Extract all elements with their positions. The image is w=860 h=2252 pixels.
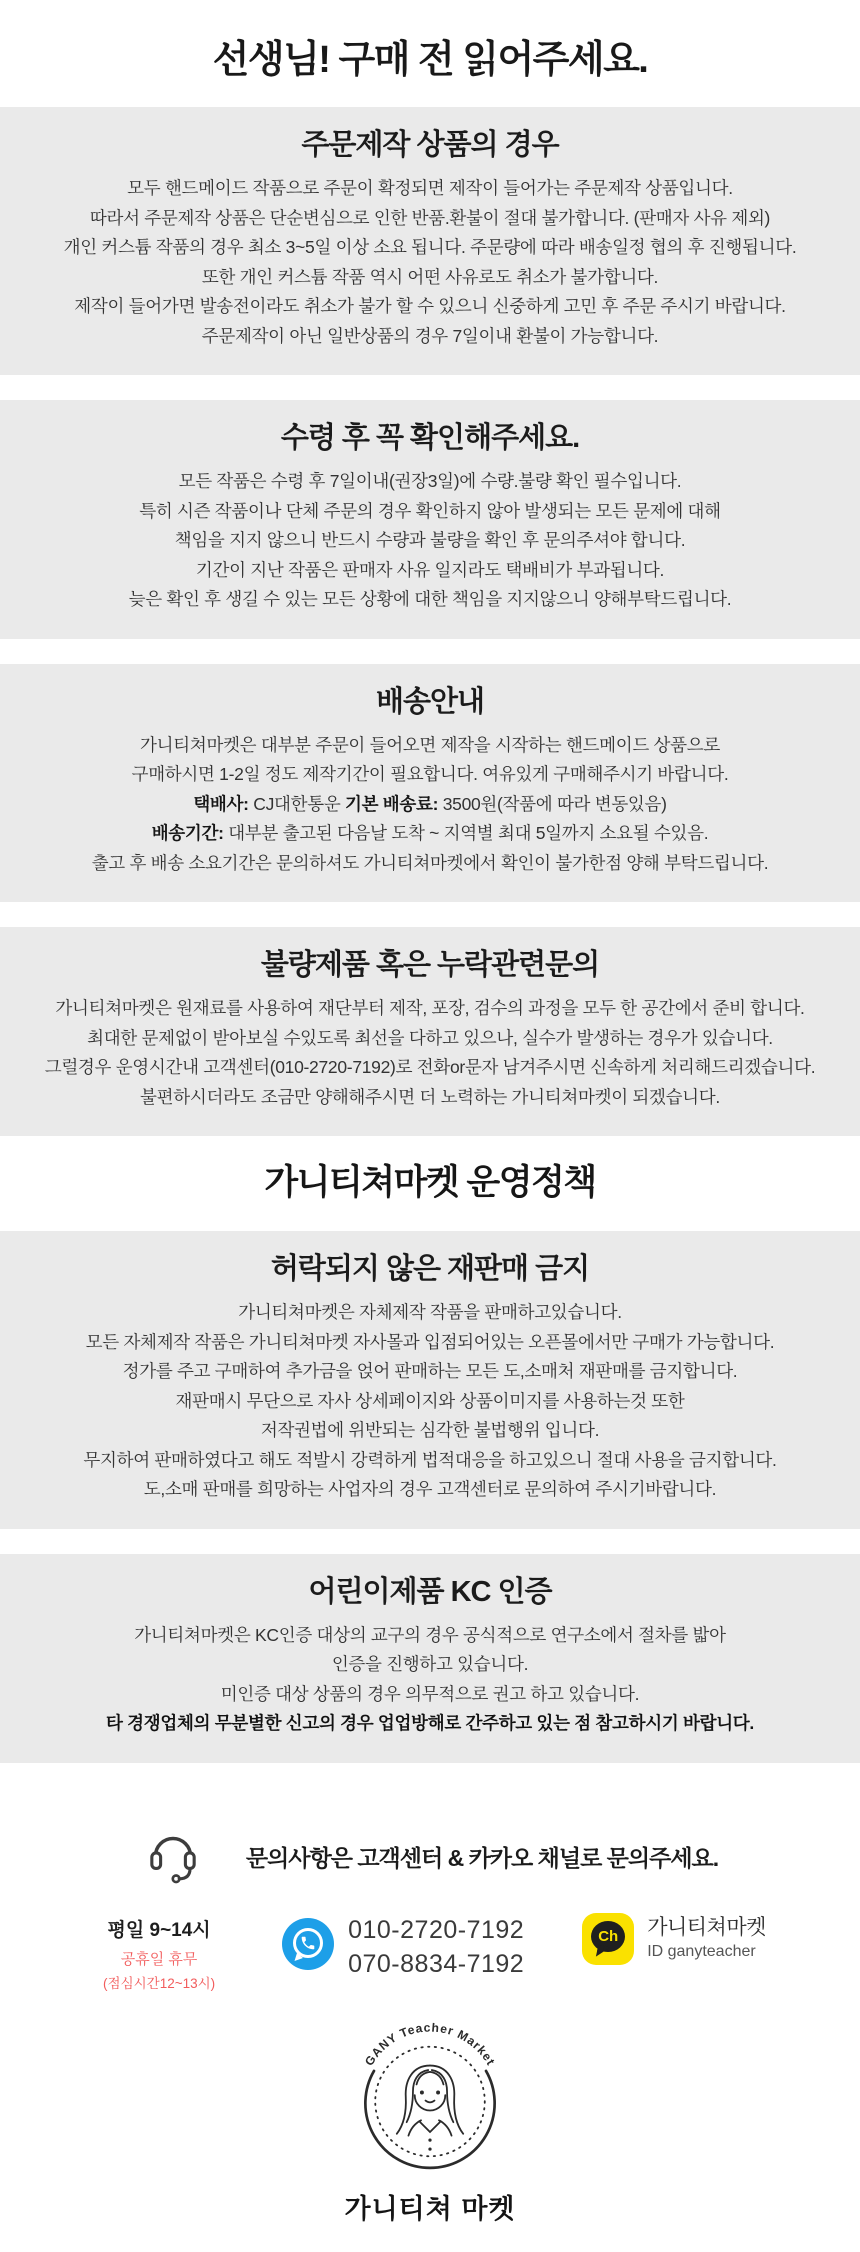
section-defect-inquiry: [0, 927, 860, 1136]
notice-line: 불편하시더라도 조금만 양해해주시면 더 노력하는 가니티쳐마켓이 되겠습니다.: [140, 1086, 720, 1107]
notice-line: 가니티쳐마켓은 원재료를 사용하여 재단부터 제작, 포장, 검수의 과정을 모두 한 공간에서 준비 합니다.: [55, 998, 805, 1018]
shipping-carrier-line: [24, 790, 836, 820]
contact-title: 문의사항은 고객센터 & 카카오 채널로 문의주세요.: [245, 1844, 719, 1871]
kakao-channel-name: 가니티쳐마켓: [647, 1915, 766, 1939]
lunch-break: (점심시간12~13시): [103, 1975, 216, 1991]
notice-line: 제작이 들어가면 발송전이라도 취소가 불가 할 수 있으니 신중하게 고민 후 주문 주시기 바랍니다.: [74, 296, 786, 316]
notice-line: 모든 자체제작 작품은 가니티쳐마켓 자사몰과 입점되어있는 오픈몰에서만 구매가 가능합니다.: [85, 1331, 775, 1352]
section-resale-prohibited: [0, 1231, 860, 1529]
notice-line: 저작권법에 위반되는 심각한 불법행위 입니다.: [260, 1420, 600, 1440]
notice-line: 재판매시 무단으로 자사 상세페이지와 상품이미지를 사용하는것 또한: [175, 1390, 685, 1411]
notice-line: 가니티쳐마켓은 자체제작 작품을 판매하고있습니다.: [238, 1302, 622, 1322]
headset-icon: [142, 1822, 204, 1891]
notice-line-bold: 타 경쟁업체의 무분별한 신고의 경우 업업방해로 간주하고 있는 점 참고하시기 바랍니다.: [106, 1713, 754, 1733]
phone-number-1: 010-2720-7192: [348, 1915, 525, 1944]
policy-title: 가니티쳐마켓 운영정책: [264, 1163, 596, 1202]
notice-line: 따라서 주문제작 상품은 단순변심으로 인한 반품.환불이 절대 불가합니다. (판매자 사유 제외): [89, 207, 771, 228]
notice-line: 출고 후 배송 소요기간은 문의하셔도 가니티쳐마켓에서 확인이 불가한점 양해 부탁드립니다.: [91, 852, 769, 873]
brand-name: 가니티쳐 마켓: [344, 2193, 516, 2224]
section-heading: 배송안내: [375, 685, 485, 718]
carrier-value: CJ대한통운: [248, 793, 346, 814]
kakao-ch-bubble: Ch: [591, 1921, 625, 1952]
brand-logo-block: [0, 2018, 860, 2252]
kakao-contact: [582, 1913, 766, 1965]
holiday-closed: 공휴일 휴무: [120, 1950, 198, 1968]
notice-line: 가니티쳐마켓은 KC인증 대상의 교구의 경우 공식적으로 연구소에서 절차를 밟아: [134, 1624, 726, 1645]
woman-illustration: [397, 2065, 463, 2150]
section-heading: 불량제품 혹은 누락관련문의: [260, 949, 600, 981]
section-kc-certification: [0, 1554, 860, 1763]
section-custom-order: [0, 107, 860, 375]
svg-text:GANY Teacher Market: [362, 2020, 498, 2068]
notice-line: 책임을 지지 않으니 반드시 수량과 불량을 확인 후 문의주셔야 합니다.: [174, 530, 686, 550]
notice-line: 무지하여 판매하였다고 해도 적발시 강력하게 법적대응을 하고있으니 절대 사용을 금지합니다.: [83, 1449, 777, 1470]
section-heading: 어린이제품 KC 인증: [308, 1575, 552, 1608]
notice-line: 주문제작이 아닌 일반상품의 경우 7일이내 환불이 가능합니다.: [201, 325, 659, 346]
section-heading: 허락되지 않은 재판매 금지: [270, 1253, 590, 1285]
notice-line: 인증을 진행하고 있습니다.: [331, 1654, 529, 1674]
notice-line: 모두 핸드메이드 작품으로 주문이 확정되면 제작이 들어가는 주문제작 상품입니다.: [127, 178, 733, 198]
notice-line: 미인증 대상 상품의 경우 의무적으로 권고 하고 있습니다.: [220, 1683, 640, 1704]
notice-line: 기간이 지난 작품은 판매자 사유 일지라도 택배비가 부과됩니다.: [195, 559, 665, 580]
brand-arc-text: GANY Teacher Market: [361, 2019, 499, 2068]
kakao-channel-id: ID ganyteacher: [647, 1942, 756, 1960]
weekday-hours: 평일 9~14시: [107, 1919, 211, 1941]
section-heading: 수령 후 꼭 확인해주세요.: [280, 422, 580, 454]
shipping-period-line: [24, 819, 836, 849]
section-check-after-receipt: [0, 400, 860, 639]
notice-line: 특히 시즌 작품이나 단체 주문의 경우 확인하지 않아 발생되는 모든 문제에 대해: [139, 500, 721, 521]
fee-value: 3500원(작품에 따라 변동있음): [438, 793, 667, 814]
phone-contact: [282, 1913, 524, 1981]
section-shipping-info: [0, 664, 860, 903]
period-label: 배송기간:: [151, 823, 224, 843]
notice-line: 늦은 확인 후 생길 수 있는 모든 상황에 대한 책임을 지지않으니 양해부탁드립니다.: [128, 589, 732, 609]
phone-number-2: 070-8834-7192: [348, 1949, 525, 1978]
notice-line: 최대한 문제없이 받아보실 수있도록 최선을 다하고 있으나, 실수가 발생하는 경우가 있습니다.: [87, 1027, 773, 1048]
phone-icon: [282, 1918, 334, 1975]
notice-line: 또한 개인 커스튬 작품 역시 어떤 사유로도 취소가 불가합니다.: [201, 266, 659, 287]
notice-line: 가니티쳐마켓은 대부분 주문이 들어오면 제작을 시작하는 핸드메이드 상품으로: [140, 734, 720, 755]
brand-stamp-logo: [349, 2019, 511, 2180]
notice-line: 모든 작품은 수령 후 7일이내(권장3일)에 수량.불량 확인 필수입니다.: [178, 471, 682, 491]
carrier-label: 택배사:: [193, 793, 249, 814]
kakao-channel-icon: [582, 1913, 634, 1965]
period-value: 대부분 출고된 다음날 도착 ~ 지역별 최대 5일까지 소요될 수있음.: [223, 823, 709, 843]
notice-line: 정가를 주고 구매하여 추가금을 얹어 판매하는 모든 도,소매처 재판매를 금지합니다.: [122, 1361, 738, 1381]
notice-line: 구매하시면 1-2일 정도 제작기간이 필요합니다. 여유있게 구매해주시기 바랍니다.: [131, 764, 729, 784]
business-hours: [94, 1913, 224, 1992]
notice-line: 개인 커스튬 작품의 경우 최소 3~5일 이상 소요 됩니다. 주문량에 따라 배송일정 협의 후 진행됩니다.: [63, 237, 797, 257]
contact-footer: [0, 1788, 860, 2252]
notice-line: 도,소매 판매를 희망하는 사업자의 경우 고객센터로 문의하여 주시기바랍니다.: [143, 1479, 717, 1499]
section-heading: 주문제작 상품의 경우: [301, 129, 559, 161]
page-title: 선생님! 구매 전 읽어주세요.: [212, 39, 648, 81]
notice-line: 그럴경우 운영시간내 고객센터(010-2720-7192)로 전화or문자 남겨주시면 신속하게 처리해드리겠습니다.: [44, 1057, 816, 1077]
fee-label: 기본 배송료:: [345, 793, 439, 814]
